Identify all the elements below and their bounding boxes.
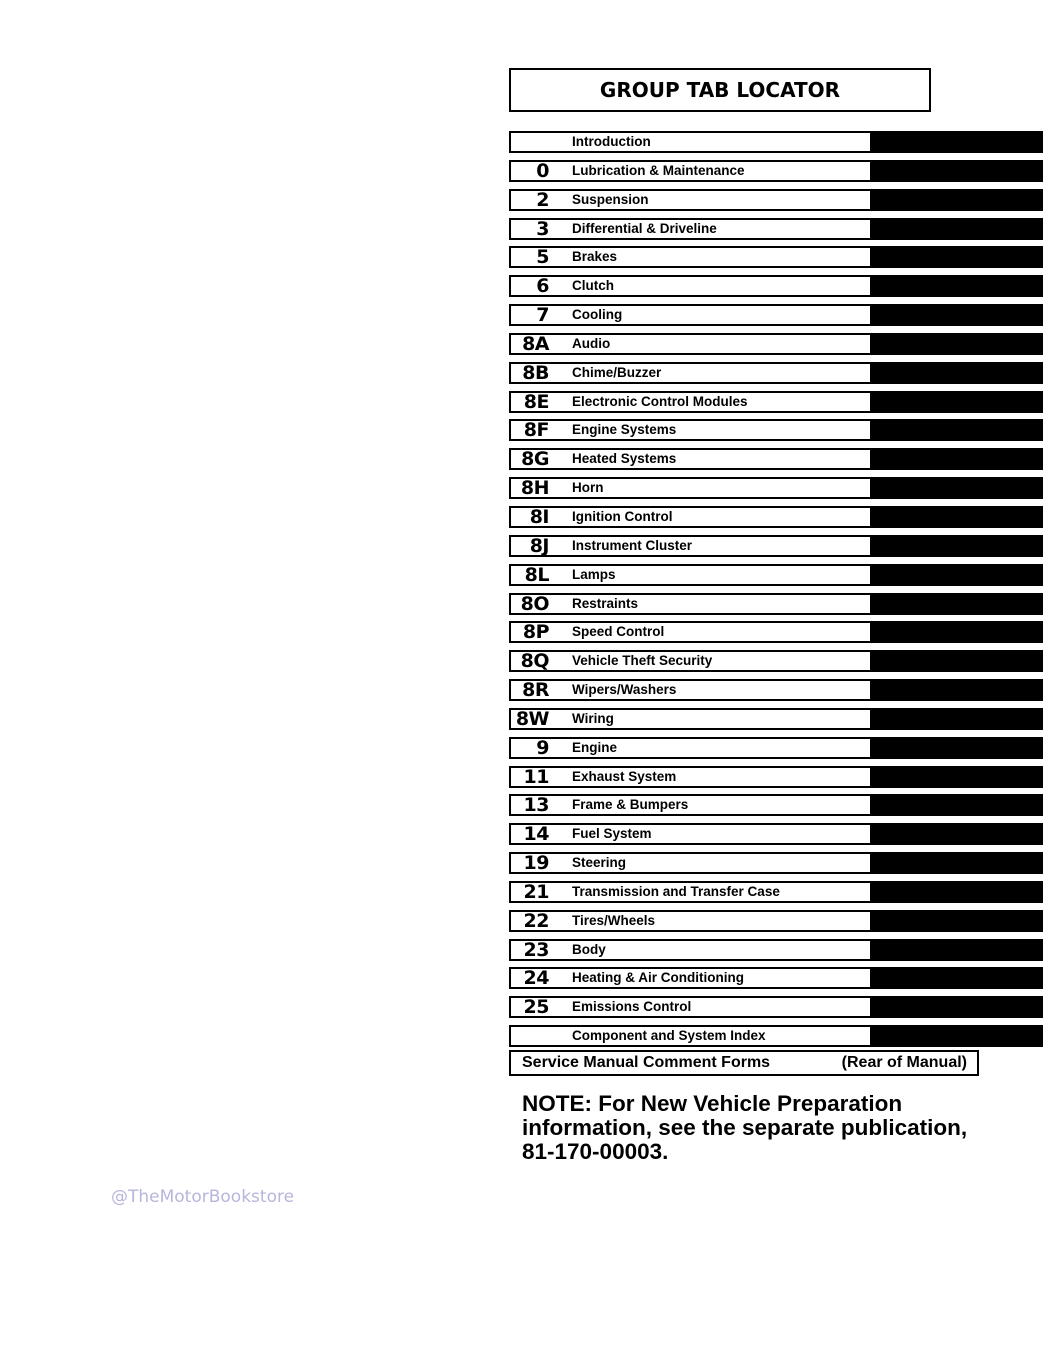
tab-marker <box>870 333 1043 355</box>
tab-marker <box>870 304 1043 326</box>
tab-code: 8H <box>520 477 549 500</box>
tab-row[interactable] <box>509 218 1043 240</box>
tab-box <box>509 564 870 586</box>
tab-code: 8L <box>524 563 549 586</box>
tab-label: Wipers/Washers <box>572 682 677 698</box>
tab-row[interactable] <box>509 275 1043 297</box>
tab-box <box>509 910 870 932</box>
tab-row[interactable] <box>509 650 1043 672</box>
tab-row[interactable] <box>509 448 1043 470</box>
tab-marker <box>870 564 1043 586</box>
tab-box <box>509 246 870 268</box>
tab-code: 0 <box>536 159 549 182</box>
tab-row[interactable] <box>509 708 1043 730</box>
tab-label: Vehicle Theft Security <box>572 653 713 669</box>
tab-code: 2 <box>536 188 549 211</box>
tab-row[interactable] <box>509 419 1043 441</box>
tab-marker <box>870 189 1043 211</box>
tab-row[interactable] <box>509 766 1043 788</box>
tab-label: Introduction <box>572 134 651 149</box>
tab-label: Clutch <box>572 278 614 294</box>
tab-code: 7 <box>536 304 549 327</box>
note-text: NOTE: For New Vehicle Preparation information, see the separate publication, 81-170-00003. <box>522 1091 968 1164</box>
tab-marker <box>870 246 1043 268</box>
tab-code <box>509 1025 549 1047</box>
tab-marker <box>870 852 1043 874</box>
watermark: @TheMotorBookstore <box>111 1187 295 1207</box>
tab-code: 9 <box>536 736 549 759</box>
tab-row[interactable] <box>509 967 1043 989</box>
tab-label: Component and System Index <box>572 1028 766 1044</box>
tab-code <box>509 131 549 153</box>
tab-box <box>509 304 870 326</box>
tab-code: 13 <box>523 794 549 817</box>
tab-label: Engine Systems <box>572 422 677 438</box>
tab-row[interactable] <box>509 131 1043 153</box>
tab-box <box>509 766 870 788</box>
tab-label: Heated Systems <box>572 451 677 467</box>
tab-marker <box>870 362 1043 384</box>
tab-marker <box>870 1025 1043 1047</box>
tab-marker <box>870 160 1043 182</box>
tab-row[interactable] <box>509 996 1043 1018</box>
tab-code: 22 <box>523 909 549 932</box>
tab-box <box>509 621 870 643</box>
comment-forms-label: Service Manual Comment Forms <box>522 1054 771 1071</box>
tab-label: Frame & Bumpers <box>572 797 689 813</box>
tab-row[interactable] <box>509 939 1043 961</box>
tab-label: Differential & Driveline <box>572 220 717 236</box>
tab-row[interactable] <box>509 304 1043 326</box>
tab-code: 24 <box>523 967 549 990</box>
tab-row[interactable] <box>509 794 1043 816</box>
tab-code: 8O <box>520 592 549 615</box>
tab-box <box>509 506 870 528</box>
tab-box <box>509 593 870 615</box>
tab-row[interactable] <box>509 391 1043 413</box>
tab-code: 14 <box>523 823 549 846</box>
tab-marker <box>870 881 1043 903</box>
tab-marker <box>870 939 1043 961</box>
tab-row[interactable] <box>509 246 1043 268</box>
tab-box <box>509 275 870 297</box>
tab-code: 8W <box>515 707 549 730</box>
tab-row[interactable] <box>509 737 1043 759</box>
tab-code: 6 <box>536 275 549 298</box>
tab-row[interactable] <box>509 189 1043 211</box>
tab-code: 19 <box>523 852 549 875</box>
tab-label: Engine <box>572 739 618 755</box>
tab-label: Ignition Control <box>572 508 673 524</box>
tab-marker <box>870 910 1043 932</box>
tab-label: Brakes <box>572 249 618 265</box>
tab-code: 8B <box>522 361 549 384</box>
tab-box <box>509 708 870 730</box>
tab-marker <box>870 477 1043 499</box>
tab-row[interactable] <box>509 564 1043 586</box>
tab-label: Transmission and Transfer Case <box>572 883 780 899</box>
tab-marker <box>870 967 1043 989</box>
tab-code: 11 <box>523 765 549 788</box>
tab-marker <box>870 650 1043 672</box>
tab-box <box>509 362 870 384</box>
tab-marker <box>870 535 1043 557</box>
tab-marker <box>870 131 1043 153</box>
tab-code: 8I <box>529 505 549 528</box>
tab-code: 3 <box>536 217 549 240</box>
tab-row[interactable] <box>509 823 1043 845</box>
tab-marker <box>870 823 1043 845</box>
tab-marker <box>870 679 1043 701</box>
tab-row[interactable] <box>509 881 1043 903</box>
tab-label: Body <box>572 941 606 957</box>
tab-marker <box>870 218 1043 240</box>
tab-row[interactable] <box>509 535 1043 557</box>
tab-label: Emissions Control <box>572 999 692 1015</box>
tab-row[interactable] <box>509 160 1043 182</box>
tab-code: 25 <box>523 996 549 1019</box>
tab-label: Wiring <box>572 710 614 726</box>
tab-marker <box>870 737 1043 759</box>
comment-forms-location: (Rear of Manual) <box>841 1054 967 1071</box>
tab-label: Restraints <box>572 595 639 611</box>
tab-marker <box>870 448 1043 470</box>
tab-label: Horn <box>572 480 604 496</box>
tab-row[interactable] <box>509 852 1043 874</box>
tab-box <box>509 939 870 961</box>
tab-label: Heating & Air Conditioning <box>572 970 744 986</box>
tab-marker <box>870 794 1043 816</box>
tab-box <box>509 448 870 470</box>
comment-forms-row[interactable] <box>509 1050 979 1076</box>
tab-list <box>509 131 1043 1054</box>
tab-label: Lamps <box>572 566 616 582</box>
tab-box <box>509 131 870 153</box>
tab-box <box>509 737 870 759</box>
tab-marker <box>870 419 1043 441</box>
tab-label: Exhaust System <box>572 768 677 784</box>
tab-label: Tires/Wheels <box>572 912 656 928</box>
tab-row[interactable] <box>509 1025 1043 1047</box>
tab-marker <box>870 766 1043 788</box>
tab-box <box>509 679 870 701</box>
tab-row[interactable] <box>509 506 1043 528</box>
tab-box <box>509 794 870 816</box>
tab-code: 8Q <box>520 650 549 673</box>
tab-label: Instrument Cluster <box>572 537 693 553</box>
tab-marker <box>870 506 1043 528</box>
tab-row[interactable] <box>509 910 1043 932</box>
tab-code: 21 <box>523 880 549 903</box>
tab-box <box>509 477 870 499</box>
tab-code: 23 <box>523 938 549 961</box>
tab-row[interactable] <box>509 333 1043 355</box>
tab-marker <box>870 996 1043 1018</box>
tab-marker <box>870 391 1043 413</box>
tab-label: Chime/Buzzer <box>572 364 662 380</box>
tab-code: 8E <box>523 390 549 413</box>
tab-label: Lubrication & Maintenance <box>572 162 745 178</box>
tab-marker <box>870 708 1043 730</box>
tab-label: Steering <box>572 855 627 871</box>
group-tab-locator-title: GROUP TAB LOCATOR <box>509 68 931 112</box>
tab-code: 8G <box>521 448 549 471</box>
tab-box <box>509 189 870 211</box>
tab-label: Speed Control <box>572 624 665 640</box>
tab-row[interactable] <box>509 621 1043 643</box>
tab-code: 8R <box>522 679 549 702</box>
tab-code: 8J <box>529 534 549 557</box>
tab-box <box>509 852 870 874</box>
tab-code: 5 <box>536 246 549 269</box>
tab-box <box>509 823 870 845</box>
tab-row[interactable] <box>509 362 1043 384</box>
tab-marker <box>870 275 1043 297</box>
tab-label: Fuel System <box>572 826 652 842</box>
tab-code: 8P <box>522 621 549 644</box>
tab-marker <box>870 593 1043 615</box>
tab-row[interactable] <box>509 477 1043 499</box>
tab-label: Suspension <box>572 191 649 207</box>
tab-box <box>509 333 870 355</box>
tab-code: 8A <box>522 332 549 355</box>
tab-label: Audio <box>572 335 611 351</box>
tab-row[interactable] <box>509 593 1043 615</box>
tab-marker <box>870 621 1043 643</box>
tab-label: Cooling <box>572 307 623 323</box>
tab-row[interactable] <box>509 679 1043 701</box>
tab-label: Electronic Control Modules <box>572 393 748 409</box>
tab-box <box>509 419 870 441</box>
tab-code: 8F <box>523 419 549 442</box>
